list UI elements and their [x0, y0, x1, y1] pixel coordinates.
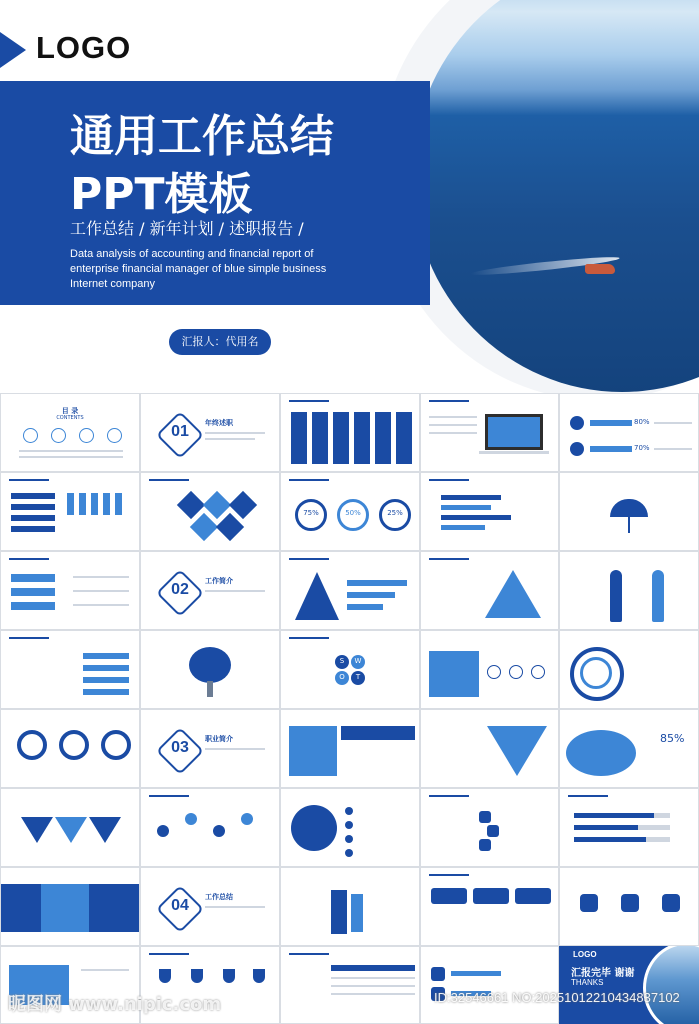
- list-tag: [11, 515, 55, 521]
- toc-icon: [51, 428, 66, 443]
- end-subtitle: THANKS: [571, 978, 604, 987]
- thumb-figures[interactable]: [559, 551, 699, 630]
- text-line: [205, 748, 265, 750]
- drop-icon: [157, 825, 169, 837]
- hex-icon: [580, 894, 598, 912]
- toc-icon: [23, 428, 38, 443]
- people-row: [590, 446, 632, 452]
- bar: [91, 493, 98, 515]
- hbar: [347, 604, 383, 610]
- icon-ring: [59, 730, 89, 760]
- thumb-people-stats[interactable]: [559, 393, 699, 472]
- triangle: [55, 817, 87, 843]
- toc-icon: [107, 428, 122, 443]
- main-title-line1: 通用工作总结: [70, 111, 334, 162]
- cover-slide: [0, 0, 699, 393]
- presenter-badge: 汇报人：代用名: [169, 329, 271, 355]
- triangle: [89, 817, 121, 843]
- thumb-laptop[interactable]: [420, 393, 559, 472]
- slide-heading: [429, 400, 469, 402]
- slide-heading: [429, 558, 469, 560]
- hex-step: [479, 839, 491, 851]
- watermark-id: ID:32546661 NO:20251012210434837102: [434, 990, 680, 1005]
- percent-label: 25%: [387, 509, 403, 517]
- thumb-pyramid-bars[interactable]: [280, 551, 420, 630]
- english-description: Data analysis of accounting and financial report of enterprise financial manager of blue simple business Internet company: [70, 248, 327, 290]
- feature-bar: [83, 677, 129, 683]
- laptop-base: [479, 451, 549, 454]
- section-title: 工作总结: [205, 893, 233, 901]
- slide-photo: [289, 726, 337, 776]
- triangle-photo: [487, 726, 547, 776]
- toc-title: 目 录: [61, 407, 79, 415]
- trophy-icon: [159, 969, 171, 983]
- subtitle: 工作总结 / 新年计划 / 述职报告 /: [70, 219, 304, 238]
- end-photo: [643, 946, 699, 1024]
- island-photo: [566, 730, 636, 776]
- slide-heading: [289, 479, 329, 481]
- column-card: [291, 412, 307, 464]
- main-title-line2: PPT模板: [70, 169, 253, 220]
- number-dot: [345, 835, 353, 843]
- slide-heading: [289, 400, 329, 402]
- list-tag: [11, 504, 55, 510]
- info-box: [431, 888, 467, 904]
- concentric-ring: [580, 657, 612, 689]
- info-box: [473, 888, 509, 904]
- thumb-boxes[interactable]: [420, 867, 559, 946]
- title-block: [341, 726, 415, 740]
- person-figure: [610, 570, 622, 622]
- tree-crown: [189, 647, 231, 683]
- drop-icon: [213, 825, 225, 837]
- thumb-end-slide[interactable]: [559, 946, 699, 1024]
- diamond-photo: [216, 513, 244, 541]
- table-row: [331, 985, 415, 987]
- thumb-section-01[interactable]: [140, 393, 280, 472]
- slide-heading: [289, 558, 329, 560]
- column-card: [375, 412, 391, 464]
- section-number: 02: [171, 581, 189, 598]
- section-title: 年终述职: [205, 419, 233, 427]
- thumb-cycle[interactable]: [280, 788, 420, 867]
- slide-heading: [9, 637, 49, 639]
- triangle: [21, 817, 53, 843]
- drop-icon: [241, 813, 253, 825]
- thumb-section-02[interactable]: [140, 551, 280, 630]
- people-row: [590, 420, 632, 426]
- icon-ring: [17, 730, 47, 760]
- thumb-bar-list[interactable]: [0, 472, 140, 551]
- hbar: [441, 495, 501, 500]
- swot-letter: S: [339, 657, 345, 665]
- slide-heading: [429, 874, 469, 876]
- thumb-hbars[interactable]: [420, 472, 559, 551]
- thumb-triangles[interactable]: [0, 788, 140, 867]
- slide-heading: [149, 953, 189, 955]
- slide-photo: [429, 651, 479, 697]
- thumb-pencil[interactable]: [280, 867, 420, 946]
- hex-icon: [662, 894, 680, 912]
- progress-bar: [11, 588, 55, 596]
- table-row: [331, 977, 415, 979]
- hbar: [441, 505, 491, 510]
- feature-bar: [83, 653, 129, 659]
- thumb-diamonds[interactable]: [140, 472, 280, 551]
- text-line: [429, 424, 477, 426]
- thumb-stats[interactable]: [420, 946, 559, 1024]
- thumb-percent-circles[interactable]: [280, 472, 420, 551]
- progress-bar: [11, 574, 55, 582]
- progress-fill: [574, 837, 646, 842]
- slide-heading: [149, 795, 189, 797]
- text-line: [73, 590, 129, 592]
- swot-letter: T: [355, 673, 361, 681]
- icon-circle: [531, 665, 545, 679]
- thumb-rings[interactable]: [559, 630, 699, 709]
- toc-text-line: [19, 450, 123, 452]
- thumb-feature-bars[interactable]: [0, 630, 140, 709]
- slide-heading: [429, 795, 469, 797]
- thumb-progress-list[interactable]: [0, 551, 140, 630]
- stat-icon: [431, 967, 445, 981]
- thumbnail-grid: [0, 393, 699, 1024]
- trophy-icon: [253, 969, 265, 983]
- thumb-section-04[interactable]: [140, 867, 280, 946]
- thumb-pyramid[interactable]: [420, 551, 559, 630]
- people-percent: 80%: [634, 418, 650, 426]
- toc-icon: [79, 428, 94, 443]
- end-logo: LOGO: [573, 950, 597, 959]
- toc-subtitle: CONTENTS: [56, 415, 84, 421]
- stat-bar: [451, 971, 501, 976]
- hex-step: [487, 825, 499, 837]
- quote-block: [1, 884, 41, 932]
- section-number: 03: [171, 739, 189, 756]
- thumb-island[interactable]: [559, 709, 699, 788]
- list-tag: [11, 526, 55, 532]
- watermark-site: 昵图网 www.nipic.com: [8, 994, 222, 1015]
- number-dot: [345, 849, 353, 857]
- thumb-photo-blocks[interactable]: [280, 709, 420, 788]
- thumb-triangle-photo[interactable]: [420, 709, 559, 788]
- slide-heading: [9, 479, 49, 481]
- slide-heading: [429, 479, 469, 481]
- number-dot: [345, 807, 353, 815]
- text-line: [654, 448, 692, 450]
- text-line: [73, 576, 129, 578]
- figure-percent: 85%: [660, 732, 685, 745]
- table-row: [331, 993, 415, 995]
- swot-letter: W: [354, 657, 362, 665]
- tree-trunk: [207, 681, 213, 697]
- thumb-umbrella[interactable]: [559, 472, 699, 551]
- icon-circle: [509, 665, 523, 679]
- text-line: [429, 416, 477, 418]
- logo-arrow-icon: [0, 32, 26, 68]
- hbar: [347, 580, 407, 586]
- column-card: [354, 412, 370, 464]
- progress-fill: [574, 825, 638, 830]
- icon-ring: [101, 730, 131, 760]
- thumb-hex-icons[interactable]: [559, 867, 699, 946]
- column-card: [333, 412, 349, 464]
- boat: [585, 264, 615, 274]
- bar: [115, 493, 122, 515]
- laptop-photo: [488, 417, 540, 447]
- section-title: 职业简介: [205, 735, 233, 743]
- feature-bar: [83, 689, 129, 695]
- slide-photo: [41, 884, 89, 932]
- hbar: [347, 592, 395, 598]
- thumb-tree[interactable]: [140, 630, 280, 709]
- thumb-photo-icons[interactable]: [420, 630, 559, 709]
- thumb-swot[interactable]: [280, 630, 420, 709]
- slide-heading: [568, 795, 608, 797]
- slide-heading: [289, 953, 329, 955]
- thumb-section-03[interactable]: [140, 709, 280, 788]
- pyramid: [485, 570, 541, 618]
- logo: LOGO: [36, 30, 132, 65]
- hbar: [441, 525, 485, 530]
- umbrella-icon: [610, 499, 648, 517]
- text-line: [429, 432, 477, 434]
- progress-fill: [574, 813, 654, 818]
- umbrella-handle: [628, 517, 630, 533]
- person-icon: [570, 442, 584, 456]
- pyramid: [295, 572, 339, 620]
- text-line: [73, 604, 129, 606]
- info-box: [515, 888, 551, 904]
- thumb-columns[interactable]: [280, 393, 420, 472]
- person-figure: [652, 570, 664, 622]
- diamond-photo: [190, 513, 218, 541]
- person-icon: [570, 416, 584, 430]
- column-card: [312, 412, 328, 464]
- text-line: [205, 590, 265, 592]
- slide-heading: [9, 558, 49, 560]
- progress-bar: [11, 602, 55, 610]
- thumb-table[interactable]: [280, 946, 420, 1024]
- pencil-icon: [351, 894, 363, 932]
- bar: [79, 493, 86, 515]
- feature-bar: [83, 665, 129, 671]
- swot-letter: O: [339, 673, 345, 681]
- hex-icon: [621, 894, 639, 912]
- diamond-photo: [229, 491, 257, 519]
- percent-label: 50%: [345, 509, 361, 517]
- bar: [67, 493, 74, 515]
- text-line: [205, 438, 255, 440]
- thumb-toc[interactable]: [0, 393, 140, 472]
- cycle-diagram: [291, 805, 337, 851]
- text-line: [205, 906, 265, 908]
- trophy-icon: [191, 969, 203, 983]
- hex-step: [479, 811, 491, 823]
- text-block: [89, 884, 140, 932]
- list-tag: [11, 493, 55, 499]
- text-line: [81, 969, 129, 971]
- thumb-drops[interactable]: [140, 788, 280, 867]
- toc-text-line: [19, 456, 123, 458]
- percent-label: 75%: [303, 509, 319, 517]
- thumb-quote-photo[interactable]: [0, 867, 140, 946]
- text-line: [205, 432, 265, 434]
- section-title: 工作简介: [205, 577, 233, 585]
- text-line: [654, 422, 692, 424]
- bar: [103, 493, 110, 515]
- column-card: [396, 412, 412, 464]
- thumb-hex-steps[interactable]: [420, 788, 559, 867]
- end-title: 汇报完毕 谢谢: [571, 968, 635, 979]
- thumb-icon-rings[interactable]: [0, 709, 140, 788]
- trophy-icon: [223, 969, 235, 983]
- slide-heading: [289, 637, 329, 639]
- pencil-icon: [331, 890, 347, 934]
- drop-icon: [185, 813, 197, 825]
- icon-circle: [487, 665, 501, 679]
- section-number: 01: [171, 423, 189, 440]
- thumb-progress-bars[interactable]: [559, 788, 699, 867]
- people-percent: 70%: [634, 444, 650, 452]
- section-number: 04: [171, 897, 189, 914]
- slide-heading: [149, 479, 189, 481]
- hbar: [441, 515, 511, 520]
- number-dot: [345, 821, 353, 829]
- table-header: [331, 965, 415, 971]
